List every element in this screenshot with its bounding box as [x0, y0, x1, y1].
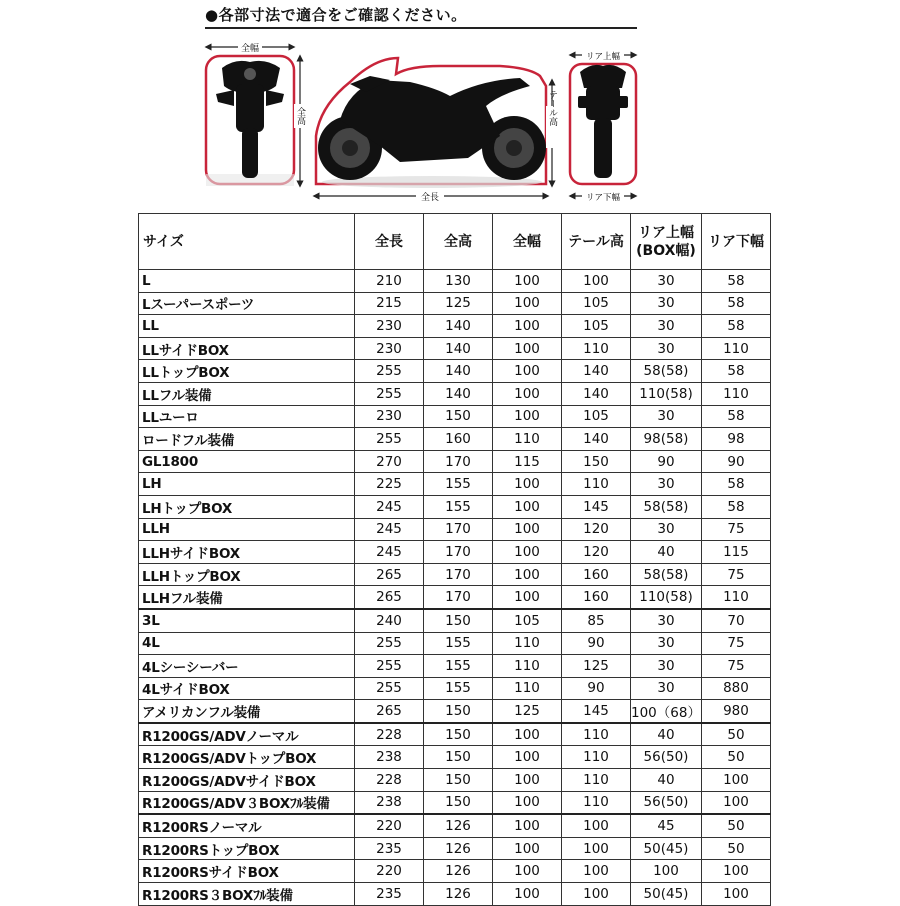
value-cell: 50(45): [631, 883, 702, 906]
value-cell: 125: [424, 292, 493, 315]
table-row: [139, 632, 771, 655]
value-cell: 100: [562, 814, 631, 837]
value-cell: 100: [562, 270, 631, 293]
table-row: [139, 791, 771, 814]
value-cell: 90: [562, 632, 631, 655]
value-cell: 125: [493, 700, 562, 723]
value-cell: 90: [701, 450, 770, 473]
value-cell: 30: [631, 518, 702, 541]
value-cell: 50(45): [631, 837, 702, 860]
value-cell: 160: [562, 586, 631, 609]
value-cell: 110(58): [631, 586, 702, 609]
value-cell: 56(50): [631, 791, 702, 814]
value-cell: 105: [493, 609, 562, 632]
side-view: [316, 58, 558, 203]
table-row: [139, 769, 771, 792]
value-cell: 110: [493, 677, 562, 700]
value-cell: 75: [701, 518, 770, 541]
value-cell: 100: [493, 382, 562, 405]
value-cell: 100: [493, 769, 562, 792]
value-cell: 255: [355, 428, 424, 451]
value-cell: 58: [701, 292, 770, 315]
value-cell: 100（68）: [631, 700, 702, 723]
dimension-diagram: [200, 36, 650, 208]
value-cell: 40: [631, 541, 702, 564]
size-name-cell: L: [139, 270, 355, 293]
value-cell: 110: [493, 655, 562, 678]
value-cell: 100: [493, 518, 562, 541]
size-name-cell: LL: [139, 315, 355, 338]
size-name-cell: LLHフル装備: [139, 586, 355, 609]
value-cell: 265: [355, 586, 424, 609]
table-row: [139, 677, 771, 700]
size-name-cell: R1200GS/ADVトップBOX: [139, 746, 355, 769]
size-name-cell: LLH: [139, 518, 355, 541]
value-cell: 110: [493, 632, 562, 655]
size-name-cell: R1200RSサイドBOX: [139, 860, 355, 883]
size-name-cell: R1200GS/ADVサイドBOX: [139, 769, 355, 792]
table-row: [139, 837, 771, 860]
value-cell: 100: [493, 473, 562, 496]
value-cell: 30: [631, 655, 702, 678]
value-cell: 70: [701, 609, 770, 632]
rear-lower-width-label: リア下幅: [585, 193, 621, 203]
value-cell: 235: [355, 883, 424, 906]
value-cell: 126: [424, 837, 493, 860]
value-cell: 155: [424, 632, 493, 655]
value-cell: 140: [424, 382, 493, 405]
value-cell: 100: [701, 860, 770, 883]
value-cell: 230: [355, 315, 424, 338]
table-body: [139, 270, 771, 906]
size-name-cell: Lスーパースポーツ: [139, 292, 355, 315]
value-cell: 150: [424, 769, 493, 792]
value-cell: 145: [562, 700, 631, 723]
table-row: [139, 428, 771, 451]
value-cell: 230: [355, 405, 424, 428]
value-cell: 270: [355, 450, 424, 473]
value-cell: 150: [424, 791, 493, 814]
table-row: [139, 337, 771, 360]
size-name-cell: LLHトップBOX: [139, 563, 355, 586]
table-header-row: [139, 214, 771, 270]
value-cell: 100: [493, 586, 562, 609]
value-cell: 170: [424, 450, 493, 473]
rear-upper-width-label: リア上幅: [585, 52, 621, 62]
value-cell: 150: [424, 700, 493, 723]
value-cell: 880: [701, 677, 770, 700]
value-cell: 100: [493, 723, 562, 746]
value-cell: 115: [701, 541, 770, 564]
value-cell: 30: [631, 677, 702, 700]
value-cell: 255: [355, 632, 424, 655]
value-cell: 75: [701, 563, 770, 586]
size-name-cell: ロードフル装備: [139, 428, 355, 451]
value-cell: 110: [562, 473, 631, 496]
table-row: [139, 405, 771, 428]
value-cell: 45: [631, 814, 702, 837]
value-cell: 100: [562, 883, 631, 906]
value-cell: 980: [701, 700, 770, 723]
value-cell: 100: [493, 837, 562, 860]
table-row: [139, 518, 771, 541]
size-name-cell: LLトップBOX: [139, 360, 355, 383]
value-cell: 120: [562, 541, 631, 564]
page-heading: ●各部寸法で適合をご確認ください。: [205, 6, 467, 24]
table-row: [139, 723, 771, 746]
value-cell: 255: [355, 655, 424, 678]
value-cell: 155: [424, 677, 493, 700]
value-cell: 170: [424, 518, 493, 541]
value-cell: 255: [355, 382, 424, 405]
value-cell: 130: [424, 270, 493, 293]
value-cell: 150: [562, 450, 631, 473]
value-cell: 140: [562, 360, 631, 383]
value-cell: 110: [701, 337, 770, 360]
value-cell: 58: [701, 315, 770, 338]
value-cell: 220: [355, 860, 424, 883]
value-cell: 105: [562, 405, 631, 428]
value-cell: 58: [701, 495, 770, 518]
value-cell: 265: [355, 563, 424, 586]
size-name-cell: R1200GS/ADV３BOXﾌﾙ装備: [139, 791, 355, 814]
value-cell: 228: [355, 723, 424, 746]
size-name-cell: R1200RSトップBOX: [139, 837, 355, 860]
value-cell: 100: [493, 791, 562, 814]
value-cell: 100: [631, 860, 702, 883]
header-tail-height: テール高: [562, 214, 631, 270]
value-cell: 30: [631, 632, 702, 655]
table-row: [139, 382, 771, 405]
value-cell: 30: [631, 292, 702, 315]
value-cell: 150: [424, 405, 493, 428]
value-cell: 228: [355, 769, 424, 792]
table-row: [139, 360, 771, 383]
value-cell: 140: [424, 360, 493, 383]
size-name-cell: LLサイドBOX: [139, 337, 355, 360]
table-row: [139, 541, 771, 564]
value-cell: 58: [701, 405, 770, 428]
value-cell: 100: [701, 791, 770, 814]
value-cell: 40: [631, 723, 702, 746]
size-name-cell: GL1800: [139, 450, 355, 473]
header-rear-lower-width: リア下幅: [701, 214, 770, 270]
header-length: 全長: [355, 214, 424, 270]
table-row: [139, 495, 771, 518]
value-cell: 30: [631, 473, 702, 496]
value-cell: 90: [562, 677, 631, 700]
value-cell: 75: [701, 655, 770, 678]
value-cell: 100: [562, 860, 631, 883]
size-name-cell: 4LサイドBOX: [139, 677, 355, 700]
value-cell: 30: [631, 337, 702, 360]
value-cell: 238: [355, 791, 424, 814]
value-cell: 50: [701, 746, 770, 769]
value-cell: 110: [562, 769, 631, 792]
value-cell: 30: [631, 270, 702, 293]
value-cell: 150: [424, 723, 493, 746]
size-name-cell: R1200RS３BOXﾌﾙ装備: [139, 883, 355, 906]
value-cell: 85: [562, 609, 631, 632]
front-width-label: 全幅: [240, 44, 260, 54]
value-cell: 100: [562, 837, 631, 860]
value-cell: 90: [631, 450, 702, 473]
value-cell: 100: [493, 814, 562, 837]
value-cell: 150: [424, 609, 493, 632]
value-cell: 100: [493, 541, 562, 564]
value-cell: 30: [631, 405, 702, 428]
header-rear-upper-width: [631, 214, 702, 270]
value-cell: 170: [424, 586, 493, 609]
table-row: [139, 700, 771, 723]
value-cell: 126: [424, 814, 493, 837]
table-row: [139, 814, 771, 837]
table-row: [139, 315, 771, 338]
value-cell: 140: [424, 337, 493, 360]
size-name-cell: LH: [139, 473, 355, 496]
size-name-cell: R1200RSノーマル: [139, 814, 355, 837]
value-cell: 140: [562, 428, 631, 451]
value-cell: 100: [493, 270, 562, 293]
value-cell: 105: [562, 292, 631, 315]
size-name-cell: LLユーロ: [139, 405, 355, 428]
value-cell: 58(58): [631, 495, 702, 518]
value-cell: 50: [701, 837, 770, 860]
table-row: [139, 609, 771, 632]
value-cell: 100: [493, 405, 562, 428]
side-tail-height-label: テール高: [547, 90, 557, 126]
value-cell: 100: [493, 315, 562, 338]
value-cell: 56(50): [631, 746, 702, 769]
value-cell: 58: [701, 473, 770, 496]
value-cell: 220: [355, 814, 424, 837]
value-cell: 100: [493, 883, 562, 906]
value-cell: 155: [424, 655, 493, 678]
front-view: [206, 40, 306, 186]
value-cell: 225: [355, 473, 424, 496]
value-cell: 100: [701, 883, 770, 906]
value-cell: 110: [562, 723, 631, 746]
value-cell: 245: [355, 518, 424, 541]
size-name-cell: R1200GS/ADVノーマル: [139, 723, 355, 746]
value-cell: 238: [355, 746, 424, 769]
table-row: [139, 746, 771, 769]
table-row: [139, 586, 771, 609]
value-cell: 245: [355, 541, 424, 564]
value-cell: 145: [562, 495, 631, 518]
table-row: [139, 270, 771, 293]
value-cell: 100: [493, 563, 562, 586]
table-row: [139, 292, 771, 315]
value-cell: 160: [424, 428, 493, 451]
value-cell: 215: [355, 292, 424, 315]
value-cell: 50: [701, 814, 770, 837]
size-name-cell: アメリカンフル装備: [139, 700, 355, 723]
value-cell: 100: [493, 337, 562, 360]
value-cell: 170: [424, 563, 493, 586]
value-cell: 110: [701, 382, 770, 405]
value-cell: 125: [562, 655, 631, 678]
value-cell: 50: [701, 723, 770, 746]
table-row: [139, 450, 771, 473]
value-cell: 155: [424, 495, 493, 518]
value-cell: 110: [562, 791, 631, 814]
value-cell: 58: [701, 270, 770, 293]
size-name-cell: LLフル装備: [139, 382, 355, 405]
table-row: [139, 655, 771, 678]
value-cell: 100: [493, 746, 562, 769]
value-cell: 100: [493, 360, 562, 383]
size-name-cell: LHトップBOX: [139, 495, 355, 518]
table-row: [139, 860, 771, 883]
value-cell: 235: [355, 837, 424, 860]
value-cell: 110: [562, 746, 631, 769]
size-name-cell: 4L: [139, 632, 355, 655]
value-cell: 110: [562, 337, 631, 360]
value-cell: 100: [701, 769, 770, 792]
size-spec-table: [138, 213, 771, 906]
value-cell: 210: [355, 270, 424, 293]
value-cell: 255: [355, 360, 424, 383]
rear-view: [570, 48, 636, 203]
value-cell: 126: [424, 860, 493, 883]
value-cell: 58(58): [631, 563, 702, 586]
value-cell: 110: [701, 586, 770, 609]
header-height: 全高: [424, 214, 493, 270]
value-cell: 100: [493, 292, 562, 315]
value-cell: 58: [701, 360, 770, 383]
value-cell: 230: [355, 337, 424, 360]
value-cell: 126: [424, 883, 493, 906]
value-cell: 140: [424, 315, 493, 338]
value-cell: 120: [562, 518, 631, 541]
value-cell: 110(58): [631, 382, 702, 405]
value-cell: 98(58): [631, 428, 702, 451]
value-cell: 40: [631, 769, 702, 792]
value-cell: 58(58): [631, 360, 702, 383]
header-width: 全幅: [493, 214, 562, 270]
value-cell: 75: [701, 632, 770, 655]
value-cell: 30: [631, 315, 702, 338]
value-cell: 140: [562, 382, 631, 405]
size-name-cell: 4Lシーシーバー: [139, 655, 355, 678]
size-name-cell: 3L: [139, 609, 355, 632]
value-cell: 100: [493, 495, 562, 518]
value-cell: 110: [493, 428, 562, 451]
value-cell: 155: [424, 473, 493, 496]
value-cell: 105: [562, 315, 631, 338]
size-name-cell: LLHサイドBOX: [139, 541, 355, 564]
heading-underline: [205, 27, 637, 29]
header-rear-upper-width-text: リア上幅 (BOX幅): [636, 224, 696, 259]
value-cell: 245: [355, 495, 424, 518]
value-cell: 160: [562, 563, 631, 586]
side-length-label: 全長: [420, 193, 440, 203]
value-cell: 170: [424, 541, 493, 564]
value-cell: 150: [424, 746, 493, 769]
front-height-label: 全高: [295, 107, 305, 125]
value-cell: 98: [701, 428, 770, 451]
table-row: [139, 883, 771, 906]
value-cell: 100: [493, 860, 562, 883]
header-size: サイズ: [139, 214, 355, 270]
value-cell: 265: [355, 700, 424, 723]
value-cell: 30: [631, 609, 702, 632]
value-cell: 255: [355, 677, 424, 700]
value-cell: 240: [355, 609, 424, 632]
table-row: [139, 563, 771, 586]
value-cell: 115: [493, 450, 562, 473]
table-row: [139, 473, 771, 496]
